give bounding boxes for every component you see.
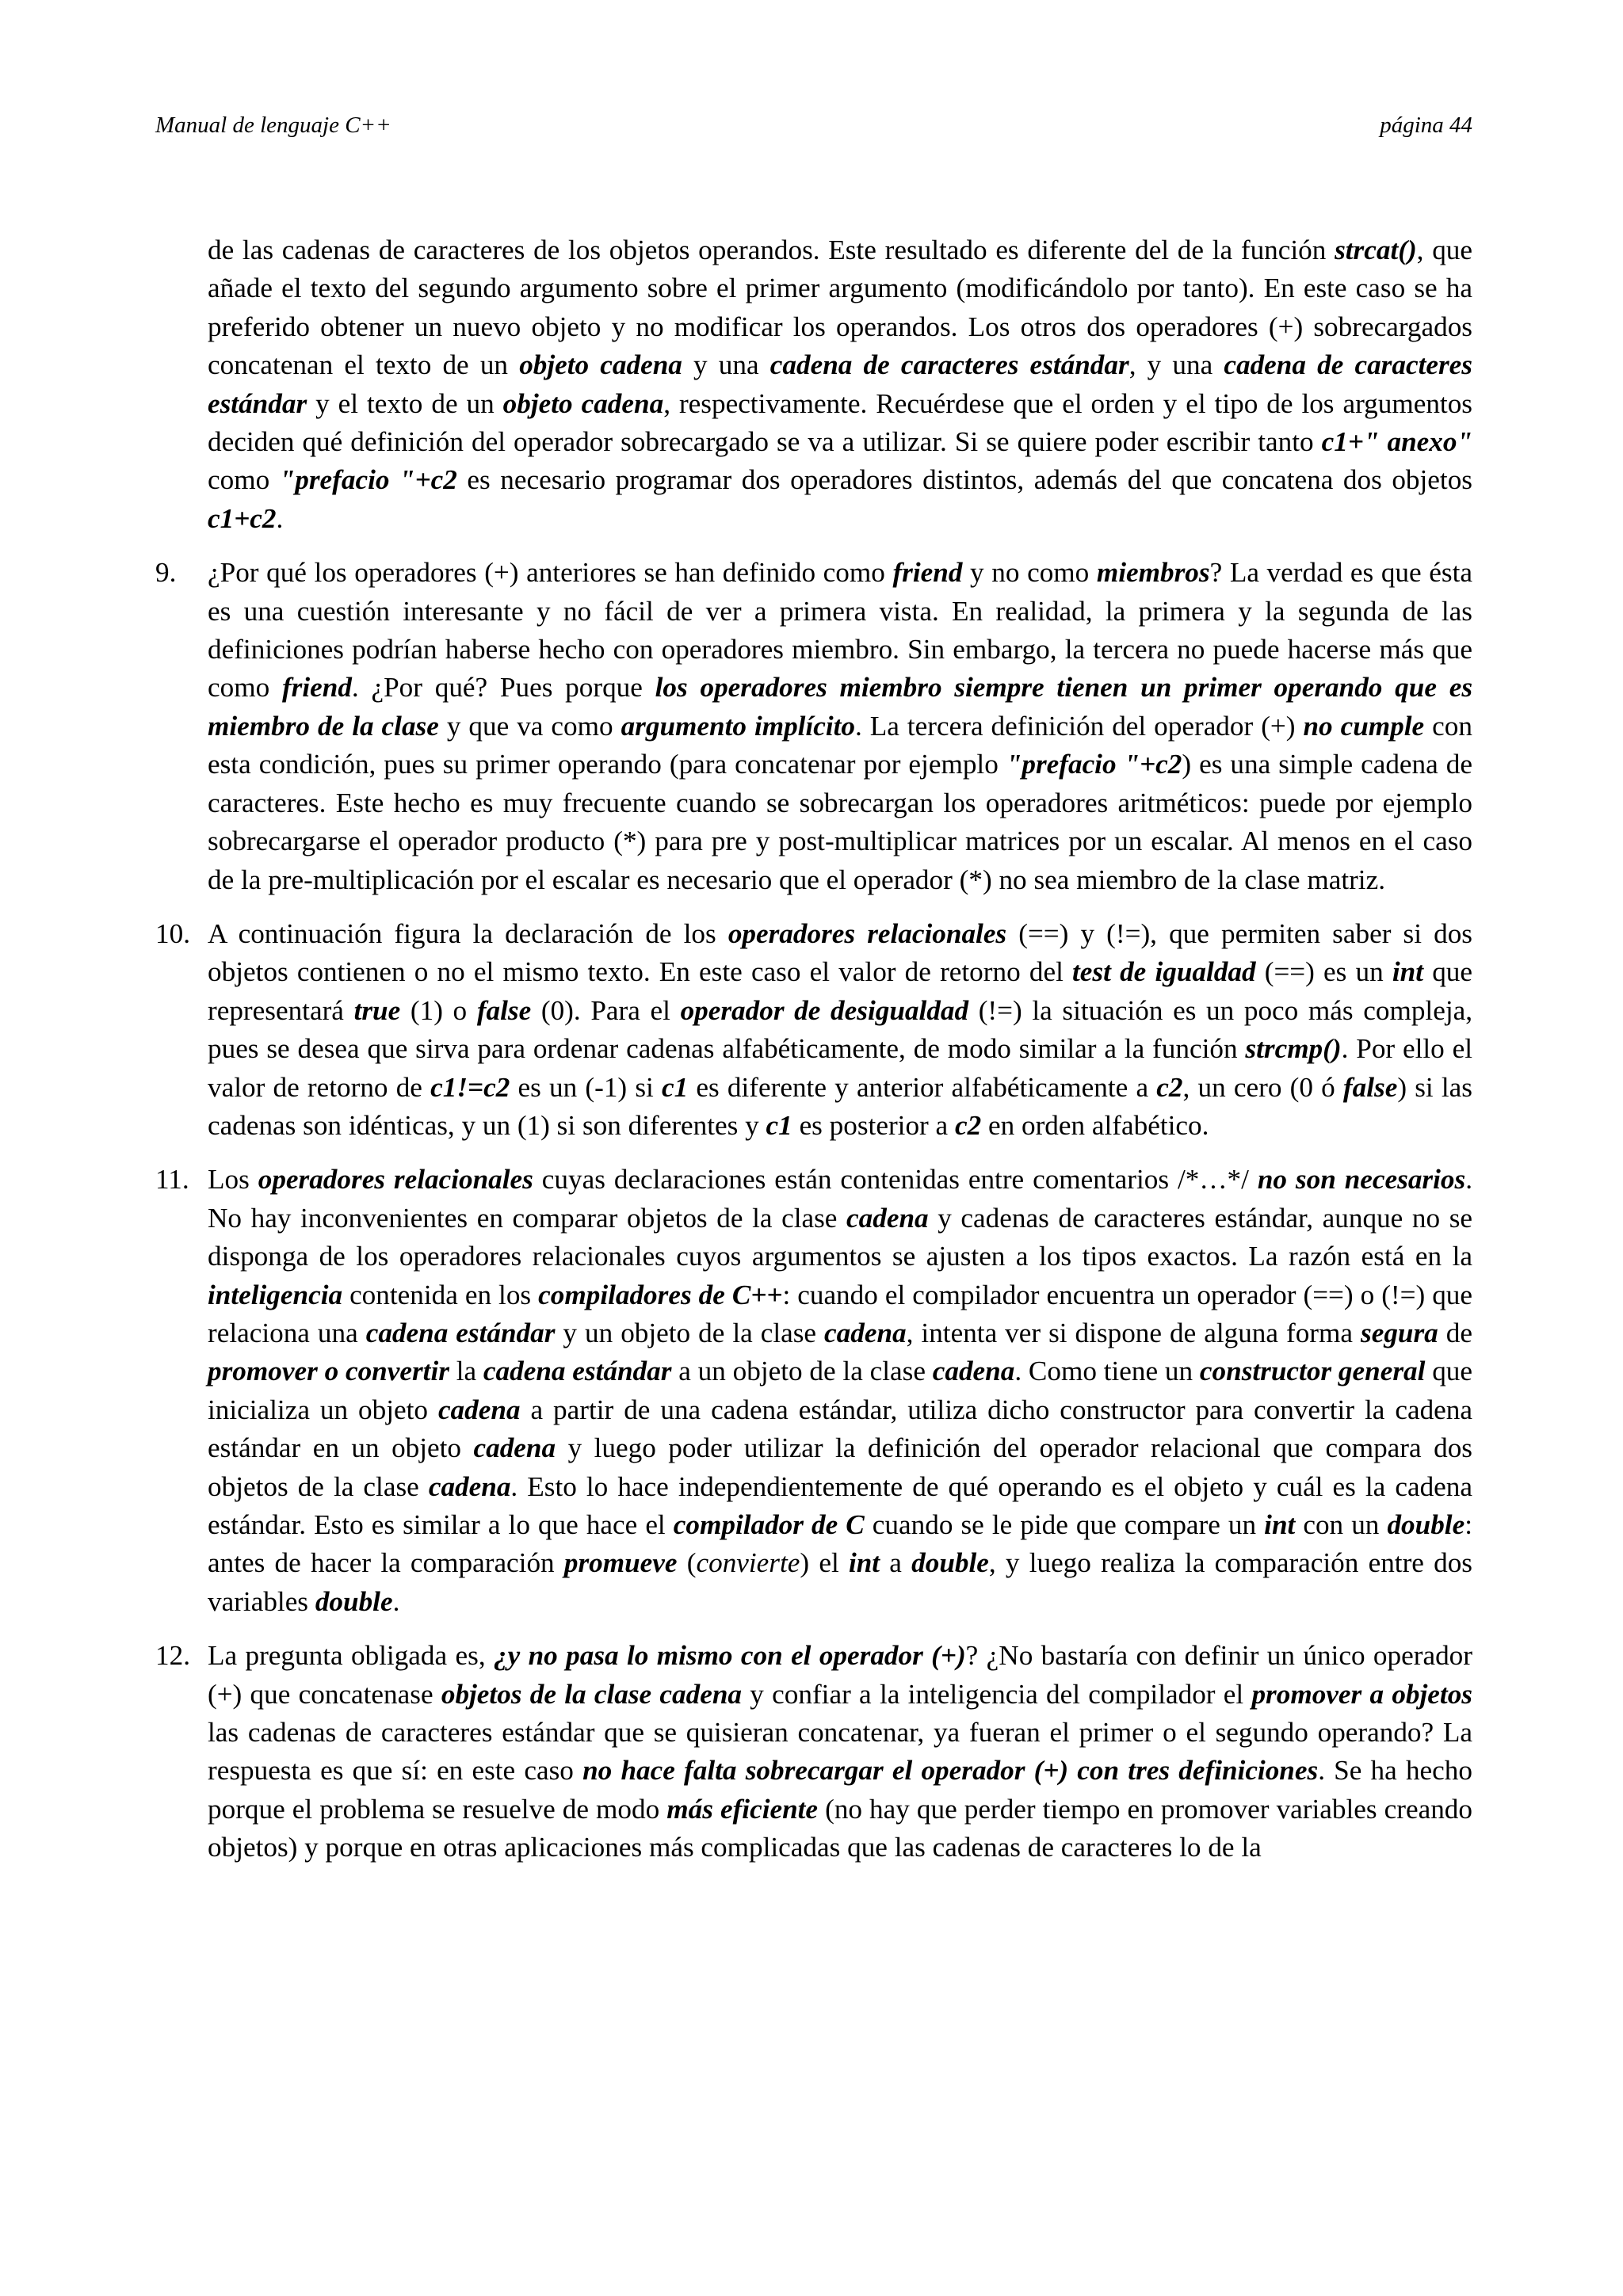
emphasis-text: strcmp() <box>1245 1033 1342 1065</box>
text-run: . No hay inconvenientes en comparar objetos de la clase <box>208 1164 1472 1234</box>
text-run: Los <box>208 1164 258 1196</box>
text-run: . Como tiene un <box>1014 1356 1200 1387</box>
emphasis-text: strcat() <box>1335 235 1417 265</box>
text-run: ( <box>677 1547 697 1579</box>
emphasis-text: no hace falta sobrecargar el operador (+) con tres definiciones <box>582 1755 1319 1787</box>
text-run: es necesario programar dos operadores distintos, además del que concatena dos objetos <box>456 464 1472 496</box>
page-header <box>155 111 1472 139</box>
list-item-number: 9. <box>155 557 177 589</box>
text-run: , y una <box>1128 349 1224 381</box>
text-run: (==) y (!=), que permiten saber si dos objetos contienen o no el mismo texto. En este caso el valor de retorno del <box>208 917 1472 988</box>
emphasis-text: true <box>353 994 401 1026</box>
list-item-number: 12. <box>155 1640 190 1672</box>
emphasis-text: test de igualdad <box>1072 956 1256 988</box>
text-run: las cadenas de caracteres estándar que se quisieran concatenar, ya fueran el primer o el segundo operando? La respuesta es que sí: en este caso <box>208 1717 1472 1787</box>
text-run: . Por ello el valor de retorno de <box>208 1033 1472 1103</box>
text-run: que representará <box>208 956 1472 1026</box>
emphasis-text: cadena estándar <box>365 1317 556 1348</box>
emphasis-text: c1+" anexo" <box>1321 426 1472 458</box>
text-run: (==) es un <box>1255 956 1392 988</box>
emphasis-text: c2 <box>1156 1071 1183 1103</box>
emphasis-text: cadena <box>428 1470 511 1502</box>
list-item-11 <box>155 1161 1472 1621</box>
list-item-text <box>208 554 1472 899</box>
emphasis-text: cadena estándar <box>483 1356 672 1387</box>
emphasis-text: int <box>848 1547 880 1579</box>
text-run: cuyas declaraciones están contenidas entre comentarios /*…*/ <box>533 1164 1258 1196</box>
emphasis-text: int <box>1392 956 1424 988</box>
text-run: y luego poder utilizar la definición del operador relacional que compara dos objetos de la clase <box>208 1432 1472 1502</box>
emphasis-text: objetos de la clase cadena <box>441 1678 743 1710</box>
emphasis-text: c1+c2 <box>208 502 277 534</box>
emphasis-text: cadena <box>824 1317 907 1348</box>
text-run: (!=) la situación es un poco más compleja, pues se desea que sirva para ordenar cadenas alfabéticamente, de modo similar a la función <box>208 994 1473 1065</box>
emphasis-text: cadena <box>846 1202 929 1234</box>
text-run: y un objeto de la clase <box>555 1317 825 1348</box>
emphasis-text: promover o convertir <box>208 1356 449 1387</box>
emphasis-text: ¿y no pasa lo mismo con el operador (+) <box>494 1640 966 1672</box>
emphasis-text: friend <box>281 672 352 704</box>
text-run: ) si las cadenas son idénticas, y un (1) si son diferentes y <box>208 1071 1472 1141</box>
emphasis-text: c1 <box>662 1071 689 1103</box>
list-item-9 <box>155 554 1472 899</box>
text-run: ) el <box>800 1547 849 1579</box>
text-run: ) es una simple cadena de caracteres. Este hecho es muy frecuente cuando se sobrecargan los operadores aritméticos: puede por ejemplo sobrecargarse el operador producto (*) para pre y post-multiplicar matrices por un escalar. Al menos en el caso de la pre-multiplicación por el escalar es necesario que el operador (*) no sea miembro de la clase matriz. <box>208 749 1472 895</box>
emphasis-text: cadena de caracteres estándar <box>208 349 1472 419</box>
text-run: . La tercera definición del operador (+) <box>855 710 1304 742</box>
emphasis-text: double <box>315 1585 393 1617</box>
emphasis-text: los operadores miembro siempre tienen un primer operando que es miembro de la clase <box>208 672 1473 742</box>
list-item-text <box>208 915 1472 1145</box>
text-run: como <box>208 464 280 496</box>
text-run: con esta condición, pues su primer operando (para concatenar por ejemplo <box>208 710 1472 780</box>
emphasis-text: no cumple <box>1303 710 1425 742</box>
emphasis-text: segura <box>1361 1317 1438 1348</box>
list-item-text <box>208 1161 1472 1621</box>
text-run: . Esto lo hace independientemente de qué operando es el objeto y cuál es la cadena estándar. Esto es similar a lo que hace el <box>208 1470 1473 1540</box>
emphasis-text: double <box>1387 1509 1465 1540</box>
text-run: en orden alfabético. <box>981 1109 1209 1141</box>
list-item-12 <box>155 1637 1472 1867</box>
list-item-number: 11. <box>155 1164 189 1196</box>
text-run: . <box>392 1585 400 1617</box>
emphasis-text: no son necesarios <box>1257 1164 1466 1196</box>
list-item-number: 10. <box>155 917 190 949</box>
emphasis-text: compilador de C <box>673 1509 865 1540</box>
text-run: a <box>880 1547 912 1579</box>
text-run: , respectivamente. Recuérdese que el orden y el tipo de los argumentos deciden qué definición del operador sobrecargado se va a utilizar. Si se quiere poder escribir tanto <box>208 387 1472 458</box>
text-run: es posterior a <box>792 1109 955 1141</box>
text-run: ? ¿No bastaría con definir un único operador (+) que concatenase <box>208 1640 1472 1710</box>
text-run: , un cero (0 ó <box>1182 1071 1343 1103</box>
header-page-number: página 44 <box>1380 113 1472 138</box>
emphasis-text: double <box>911 1547 989 1579</box>
text-run: : antes de hacer la comparación <box>208 1509 1472 1579</box>
text-run: y que va como <box>438 710 621 742</box>
emphasis-text: objeto cadena <box>519 349 682 381</box>
page-body <box>155 231 1472 1883</box>
emphasis-text: operadores relacionales <box>727 917 1007 949</box>
text-run: y no como <box>962 557 1097 589</box>
emphasis-text: false <box>476 994 532 1026</box>
emphasis-text: friend <box>892 557 963 589</box>
list-item-text <box>208 1637 1472 1867</box>
text-run: . ¿Por qué? Pues porque <box>351 672 655 704</box>
text-run: (0). Para el <box>531 994 681 1026</box>
text-run: : cuando el compilador encuentra un operador (==) o (!=) que relaciona una <box>208 1279 1473 1348</box>
emphasis-text: inteligencia <box>208 1279 343 1310</box>
text-run: contenida en los <box>342 1279 539 1310</box>
text-run: es diferente y anterior alfabéticamente a <box>688 1071 1157 1103</box>
text-run: , y luego realiza la comparación entre dos variables <box>208 1547 1472 1617</box>
emphasis-text: false <box>1342 1071 1398 1103</box>
emphasis-text: cadena <box>437 1394 521 1425</box>
emphasis-text: "prefacio "+c2 <box>1006 749 1182 780</box>
text-run: A continuación figura la declaración de los <box>208 917 728 949</box>
text-run: de <box>1438 1317 1472 1348</box>
emphasis-text: c1!=c2 <box>430 1071 510 1103</box>
text-run: , intenta ver si dispone de alguna forma <box>906 1317 1361 1348</box>
text-run: . Se ha hecho porque el problema se resuelve de modo <box>208 1755 1472 1825</box>
emphasis-text: convierte <box>696 1547 800 1579</box>
emphasis-text: int <box>1264 1509 1296 1540</box>
text-run: y el texto de un <box>307 387 503 419</box>
text-run: cuando se le pide que compare un <box>864 1509 1265 1540</box>
emphasis-text: cadena de caracteres estándar <box>769 349 1129 381</box>
header-title: Manual de lenguaje C++ <box>155 113 391 138</box>
emphasis-text: operadores relacionales <box>258 1164 533 1196</box>
text-run: a un objeto de la clase <box>671 1356 933 1387</box>
emphasis-text: argumento implícito <box>621 710 855 742</box>
emphasis-text: cadena <box>473 1432 556 1464</box>
text-run: ¿Por qué los operadores (+) anteriores se han definido como <box>208 557 893 589</box>
emphasis-text: operador de desigualdad <box>680 994 969 1026</box>
emphasis-text: "prefacio "+c2 <box>279 464 457 496</box>
text-run: es un (-1) si <box>510 1071 662 1103</box>
emphasis-text: promover a objetos <box>1251 1678 1472 1710</box>
emphasis-text: objeto cadena <box>502 387 664 419</box>
text-run: (no hay que perder tiempo en promover variables creando objetos) y porque en otras aplicaciones más complicadas que las cadenas de caracteres lo de la <box>208 1793 1472 1863</box>
text-run: La pregunta obligada es, <box>208 1640 494 1672</box>
list-item-10 <box>155 915 1472 1145</box>
text-run: y confiar a la inteligencia del compilador el <box>742 1678 1252 1710</box>
emphasis-text: promueve <box>563 1547 678 1579</box>
text-run: . <box>276 502 284 534</box>
text-run: ? La verdad es que ésta es una cuestión interesante y no fácil de ver a primera vista. En realidad, la primera y la segunda de las definiciones podrían haberse hecho con operadores miembro. Sin embargo, la tercera no puede hacerse más que como <box>208 557 1472 704</box>
emphasis-text: cadena <box>932 1356 1015 1387</box>
emphasis-text: miembros <box>1096 557 1210 589</box>
emphasis-text: constructor general <box>1199 1356 1426 1387</box>
text-run: (1) o <box>400 994 477 1026</box>
text-run: a partir de una cadena estándar, utiliza dicho constructor para convertir la cadena estándar en un objeto <box>208 1394 1472 1464</box>
text-run: que inicializa un objeto <box>208 1356 1472 1425</box>
text-run: y una <box>682 349 770 381</box>
emphasis-text: c2 <box>954 1109 982 1141</box>
intro-paragraph <box>155 231 1472 538</box>
text-run: la <box>449 1356 483 1387</box>
emphasis-text: más eficiente <box>666 1793 819 1825</box>
text-run: y cadenas de caracteres estándar, aunque no se disponga de los operadores relacionales cuyos argumentos se ajusten a los tipos exactos. La razón está en la <box>208 1202 1473 1272</box>
emphasis-text: compiladores de C++ <box>538 1279 783 1310</box>
text-run: , que añade el texto del segundo argumento sobre el primer argumento (modificándolo por tanto). En este caso se ha preferido obtener un nuevo objeto y no modificar los operandos. Los otros dos operadores (+) sobrecargados concatenan el texto de un <box>208 235 1472 381</box>
text-run: con un <box>1295 1509 1388 1540</box>
text-run: de las cadenas de caracteres de los objetos operandos. Este resultado es diferente del de la función <box>208 235 1335 265</box>
emphasis-text: c1 <box>766 1109 792 1141</box>
